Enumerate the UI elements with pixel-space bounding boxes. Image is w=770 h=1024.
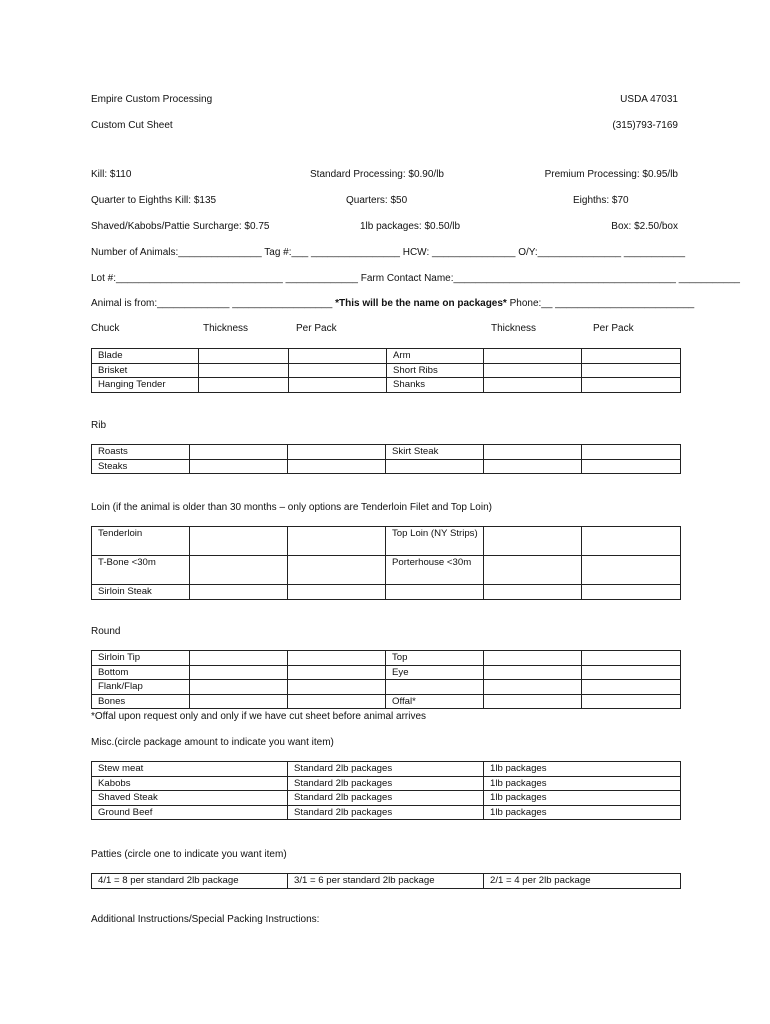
- per-pack-cell[interactable]: [582, 459, 681, 474]
- round-table: [91, 650, 681, 709]
- thickness-cell[interactable]: [484, 665, 582, 680]
- sheet-title: Custom Cut Sheet: [91, 120, 173, 131]
- per-pack-cell[interactable]: [288, 694, 386, 709]
- standard-2lb-option[interactable]: Standard 2lb packages: [288, 805, 484, 820]
- company-phone: (315)793-7169: [612, 120, 678, 131]
- per-pack-cell[interactable]: [288, 665, 386, 680]
- thickness-cell[interactable]: [484, 556, 582, 585]
- table-row: [92, 791, 681, 806]
- per-pack-cell[interactable]: [288, 585, 386, 600]
- per-pack-cell[interactable]: [582, 527, 681, 556]
- thickness-cell[interactable]: [484, 445, 582, 460]
- animals-tag-hcw-line[interactable]: Number of Animals:_______________ Tag #:___ ________________ HCW: _______________ O/Y:_______________ ___________: [91, 247, 686, 258]
- cut-label: Short Ribs: [387, 363, 484, 378]
- thickness-cell[interactable]: [190, 665, 288, 680]
- price-box: Box: $2.50/box: [611, 221, 678, 232]
- per-pack-cell[interactable]: [582, 445, 681, 460]
- lot-farm-contact-line[interactable]: Lot #:______________________________ _____________ Farm Contact Name:________________________________________ ___________: [91, 273, 740, 284]
- table-row: [92, 378, 681, 393]
- per-pack-cell[interactable]: [582, 556, 681, 585]
- company-name: Empire Custom Processing: [91, 94, 213, 105]
- thickness-cell[interactable]: [190, 556, 288, 585]
- cut-label: Brisket: [92, 363, 199, 378]
- per-pack-cell[interactable]: [288, 445, 386, 460]
- per-pack-cell[interactable]: [582, 665, 681, 680]
- thickness-cell[interactable]: [199, 363, 289, 378]
- price-surcharge: Shaved/Kabobs/Pattie Surcharge: $0.75: [91, 221, 270, 232]
- cut-label: Skirt Steak: [386, 445, 484, 460]
- table-row: [92, 651, 681, 666]
- cut-label: Flank/Flap: [92, 680, 190, 695]
- price-kill: Kill: $110: [91, 169, 132, 180]
- cut-label: Steaks: [92, 459, 190, 474]
- table-row: [92, 874, 681, 889]
- table-row: [92, 776, 681, 791]
- table-row: [92, 665, 681, 680]
- per-pack-cell[interactable]: [288, 527, 386, 556]
- per-pack-cell[interactable]: [289, 349, 387, 364]
- thickness-cell[interactable]: [484, 527, 582, 556]
- cut-label: Tenderloin: [92, 527, 190, 556]
- per-pack-cell[interactable]: [582, 363, 681, 378]
- cut-label: Eye: [386, 665, 484, 680]
- package-name-note: *This will be the name on packages*: [335, 298, 507, 309]
- per-pack-cell[interactable]: [288, 556, 386, 585]
- cut-label: Offal*: [386, 694, 484, 709]
- 1lb-option[interactable]: 1lb packages: [484, 762, 681, 777]
- table-row: [92, 527, 681, 556]
- price-quarter-eighths-kill: Quarter to Eighths Kill: $135: [91, 195, 217, 206]
- 1lb-option[interactable]: 1lb packages: [484, 776, 681, 791]
- cut-label: Bones: [92, 694, 190, 709]
- patty-option-4-1[interactable]: 4/1 = 8 per standard 2lb package: [92, 874, 288, 889]
- chuck-heading: Chuck: [91, 323, 120, 334]
- cut-label: Sirloin Tip: [92, 651, 190, 666]
- cut-label: Arm: [387, 349, 484, 364]
- per-pack-cell[interactable]: [582, 585, 681, 600]
- per-pack-cell[interactable]: [582, 349, 681, 364]
- per-pack-cell[interactable]: [289, 363, 387, 378]
- per-pack-cell[interactable]: [288, 459, 386, 474]
- thickness-cell[interactable]: [484, 680, 582, 695]
- table-row: [92, 585, 681, 600]
- phone-field: Phone:__ _________________________: [506, 298, 695, 309]
- thickness-cell[interactable]: [199, 378, 289, 393]
- per-pack-cell[interactable]: [582, 378, 681, 393]
- thickness-cell[interactable]: [484, 363, 582, 378]
- misc-item-label: Stew meat: [92, 762, 288, 777]
- table-row: [92, 680, 681, 695]
- standard-2lb-option[interactable]: Standard 2lb packages: [288, 791, 484, 806]
- thickness-cell[interactable]: [484, 459, 582, 474]
- price-1lb-packages: 1lb packages: $0.50/lb: [360, 221, 461, 232]
- cut-label: Blade: [92, 349, 199, 364]
- animal-from-label: Animal is from:_____________ __________________: [91, 298, 336, 309]
- thickness-cell[interactable]: [190, 694, 288, 709]
- thickness-header-right: Thickness: [491, 323, 537, 334]
- table-row: [92, 363, 681, 378]
- per-pack-header-left: Per Pack: [296, 323, 337, 334]
- thickness-cell[interactable]: [484, 349, 582, 364]
- misc-item-label: Kabobs: [92, 776, 288, 791]
- table-row: [92, 694, 681, 709]
- cut-label: Top Loin (NY Strips): [386, 527, 484, 556]
- rib-heading: Rib: [91, 420, 107, 431]
- price-premium-processing: Premium Processing: $0.95/lb: [544, 169, 678, 180]
- misc-table: [91, 761, 681, 820]
- thickness-cell[interactable]: [190, 459, 288, 474]
- standard-2lb-option[interactable]: Standard 2lb packages: [288, 762, 484, 777]
- loin-table: [91, 526, 681, 600]
- cut-label: Hanging Tender: [92, 378, 199, 393]
- patty-option-3-1[interactable]: 3/1 = 6 per standard 2lb package: [288, 874, 484, 889]
- price-standard-processing: Standard Processing: $0.90/lb: [310, 169, 444, 180]
- standard-2lb-option[interactable]: Standard 2lb packages: [288, 776, 484, 791]
- additional-instructions-label: Additional Instructions/Special Packing Instructions:: [91, 914, 320, 925]
- patties-heading: Patties (circle one to indicate you want item): [91, 849, 287, 860]
- thickness-cell[interactable]: [484, 694, 582, 709]
- price-quarters: Quarters: $50: [346, 195, 408, 206]
- per-pack-cell[interactable]: [582, 651, 681, 666]
- cut-label: Shanks: [387, 378, 484, 393]
- thickness-cell[interactable]: [199, 349, 289, 364]
- table-row: [92, 459, 681, 474]
- table-row: [92, 445, 681, 460]
- misc-item-label: Ground Beef: [92, 805, 288, 820]
- cut-label: T-Bone <30m: [92, 556, 190, 585]
- thickness-cell[interactable]: [484, 378, 582, 393]
- cut-label: Bottom: [92, 665, 190, 680]
- thickness-cell[interactable]: [484, 585, 582, 600]
- offal-footnote: *Offal upon request only and only if we have cut sheet before animal arrives: [91, 711, 427, 722]
- thickness-cell[interactable]: [190, 527, 288, 556]
- per-pack-cell[interactable]: [582, 680, 681, 695]
- per-pack-cell[interactable]: [288, 651, 386, 666]
- patties-table: [91, 873, 681, 889]
- table-row: [92, 556, 681, 585]
- thickness-cell[interactable]: [190, 445, 288, 460]
- cut-label: [386, 459, 484, 474]
- 1lb-option[interactable]: 1lb packages: [484, 791, 681, 806]
- misc-heading: Misc.(circle package amount to indicate you want item): [91, 737, 334, 748]
- cut-label: Sirloin Steak: [92, 585, 190, 600]
- rib-table: [91, 444, 681, 474]
- cut-label: Porterhouse <30m: [386, 556, 484, 585]
- patty-option-2-1[interactable]: 2/1 = 4 per 2lb package: [484, 874, 681, 889]
- chuck-table: [91, 348, 681, 393]
- round-heading: Round: [91, 626, 121, 637]
- thickness-cell[interactable]: [190, 680, 288, 695]
- thickness-cell[interactable]: [484, 651, 582, 666]
- animal-from-line[interactable]: [91, 298, 694, 309]
- loin-heading: Loin (if the animal is older than 30 months – only options are Tenderloin Filet and Top Loin): [91, 502, 492, 513]
- price-eighths: Eighths: $70: [573, 195, 629, 206]
- cut-label: [386, 680, 484, 695]
- misc-item-label: Shaved Steak: [92, 791, 288, 806]
- thickness-header-left: Thickness: [203, 323, 249, 334]
- per-pack-cell[interactable]: [288, 680, 386, 695]
- table-row: [92, 762, 681, 777]
- per-pack-header-right: Per Pack: [593, 323, 634, 334]
- usda-number: USDA 47031: [620, 94, 678, 105]
- per-pack-cell[interactable]: [289, 378, 387, 393]
- thickness-cell[interactable]: [190, 585, 288, 600]
- per-pack-cell[interactable]: [582, 694, 681, 709]
- table-row: [92, 805, 681, 820]
- cut-label: [386, 585, 484, 600]
- table-row: [92, 349, 681, 364]
- cut-label: Roasts: [92, 445, 190, 460]
- cut-label: Top: [386, 651, 484, 666]
- 1lb-option[interactable]: 1lb packages: [484, 805, 681, 820]
- thickness-cell[interactable]: [190, 651, 288, 666]
